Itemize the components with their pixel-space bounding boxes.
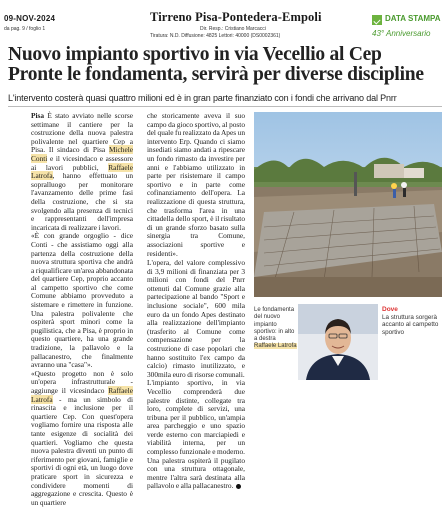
director-line: Dir. Resp.: Cristiano Marcacci bbox=[200, 26, 266, 32]
highlighted-name: Raffaele Latrofa bbox=[31, 386, 133, 404]
article-subtitle: L'intervento costerà quasi quattro milioni ed è in gran parte finanziato con i fondi che arrivano dal Pnrr bbox=[8, 93, 397, 103]
logo-text: DATA STAMPA bbox=[385, 14, 441, 23]
article-column-1 bbox=[31, 112, 133, 524]
divider bbox=[8, 106, 442, 107]
circulation-line: Tiratura: N.D. Diffusione: 4825 Lettori: 40000 (DS0002361) bbox=[150, 33, 281, 39]
portrait-photo bbox=[298, 304, 378, 380]
text-run: «Questo progetto non è solo un'opera infrastrutturale - aggiunge il vicesindaco bbox=[31, 368, 133, 395]
end-of-article-icon bbox=[236, 484, 241, 489]
caption-left bbox=[254, 307, 298, 351]
paragraph bbox=[31, 112, 133, 232]
dateline: Pisa bbox=[31, 111, 45, 120]
article-column-3 bbox=[147, 259, 245, 524]
data-stampa-logo bbox=[372, 14, 444, 44]
highlighted-name: Raffaele Latrofa bbox=[254, 343, 297, 350]
article-title-line-1: Nuovo impianto sportivo in via Vecellio al Cep bbox=[8, 44, 382, 65]
portrait-image bbox=[298, 304, 378, 380]
text-run: È stato avviato nelle scorse settimane il cantiere per la costruzione della nuova palestra polivalente nel quartiere Cep a Pisa. Il sindaco di Pisa bbox=[31, 111, 133, 155]
text-run: e il vicesindaco e assessore ai lavori pubblici, bbox=[31, 153, 133, 172]
paragraph: L'opera, del valore complessivo di 3,9 milioni di finanziata per 3 milioni con fondi del Pnrr ottenuti dal Comune grazie alla partecipazione al bando "Sport e inclusione sociale", 600 mila euro da un fondo Apes destinato alla realizzazione dell'impianto (trasferito al Comune come compensazione per la costruzione di case popolari che hanno sostituito l'ex campo da calcio) rimasto inutilizzato, e 300mila euro di risorse comunali. bbox=[147, 258, 245, 379]
publication-name: Tirreno Pisa-Pontedera-Empoli bbox=[150, 10, 322, 24]
article-column-2 bbox=[147, 111, 245, 258]
paragraph: «È con grande orgoglio - dice Conti - che assistiamo oggi alla partenza della costruzione della nuova struttura sportiva che andrà a riqualificare un'area abbandonata del quartiere Cep, proprio accanto al campetto sportivo che come Comune abbiamo provveduto a sistemare e rimettere in funzione. Una palestra polivalente che ospiterà sport minori come la pugilistica, che a Pisa, è proprio in questo quartiere, ha una grande tradizione, la pallavolo e la pallacanestro, che finalmente avranno una "casa"». bbox=[31, 231, 133, 370]
checkmark-icon bbox=[372, 15, 382, 25]
paragraph bbox=[31, 370, 133, 508]
clip-date: 09-NOV-2024 bbox=[4, 14, 56, 23]
text-run: , hanno effettuato un sopralluogo per monitorare l'avanzamento delle prime fasi della costruzione, che si sta svolgendo alla presenza di tecnici e rappresentanti dell'impresa incaricata di realizzare i lavori. bbox=[31, 171, 133, 232]
highlighted-name: Michele Conti bbox=[31, 145, 133, 163]
highlighted-name: Raffaele Latrofa bbox=[31, 162, 133, 181]
paragraph: che storicamente aveva il suo campo da gioco sportivo, al posto del quale fu realizzato da Apes un intervento Erp. Quando ci siamo insediati siamo andati a ripescare un fondo rimasto da investire per anni e l'abbiamo utilizzato in parte per risistemare il campo sportivo e in parte come cofinanziamento dell'opera. La realizzazione di questa struttura, che trasforma l'area in una cittadella dello sport, è il risultato di un grande sforzo basato sulla sinergia tra Comune, associazioni sportive e residenti». bbox=[147, 111, 245, 258]
caption-text: Le fondamenta del nuovo impianto sportivo: in alto a destra bbox=[254, 307, 295, 343]
text-run: - ma un simbolo di rinascita e inclusione per il quartiere Cep. Con quest'opera vogliamo fornire una risposta alle tante esigenze di socialità dei quartieri. Vogliamo che questa nuova palestra diventi un punto di riferimento per giovani, famiglie e sportivi di ogni età, un luogo dove praticare sport in sicurezza e condividere momenti di aggregazione e crescita. Questo è un quartiere bbox=[31, 394, 133, 507]
page-info: da pag. 9 / foglio 1 bbox=[4, 26, 46, 32]
article-title-line-2: Pronte le fondamenta, servirà per diverse discipline bbox=[8, 64, 424, 85]
text-run: L'impianto sportivo, in via Vecellio comprenderà due palestre distinte, collegate tra loro, complete di servizi, una tribuna per il pubblico, un'ampia area parcheggio e uno spazio verde esterno con marciapiedi e viabilità interna, per un complesso funzionale e moderno. Una palestra ospiterà il pugilato con una struttura ottagonale, mentre l'altra sarà destinata alla pallavolo e alla pallacanestro. bbox=[147, 378, 245, 491]
caption-text: La struttura sorgerà accanto al campetto sportivo bbox=[382, 313, 439, 336]
paragraph bbox=[147, 379, 245, 491]
caption-heading: Dove bbox=[382, 306, 398, 313]
construction-site-photo bbox=[254, 112, 442, 297]
caption-right bbox=[382, 306, 444, 336]
logo-subtitle: 43° Anniversario bbox=[372, 29, 431, 38]
construction-site-image bbox=[254, 112, 442, 297]
